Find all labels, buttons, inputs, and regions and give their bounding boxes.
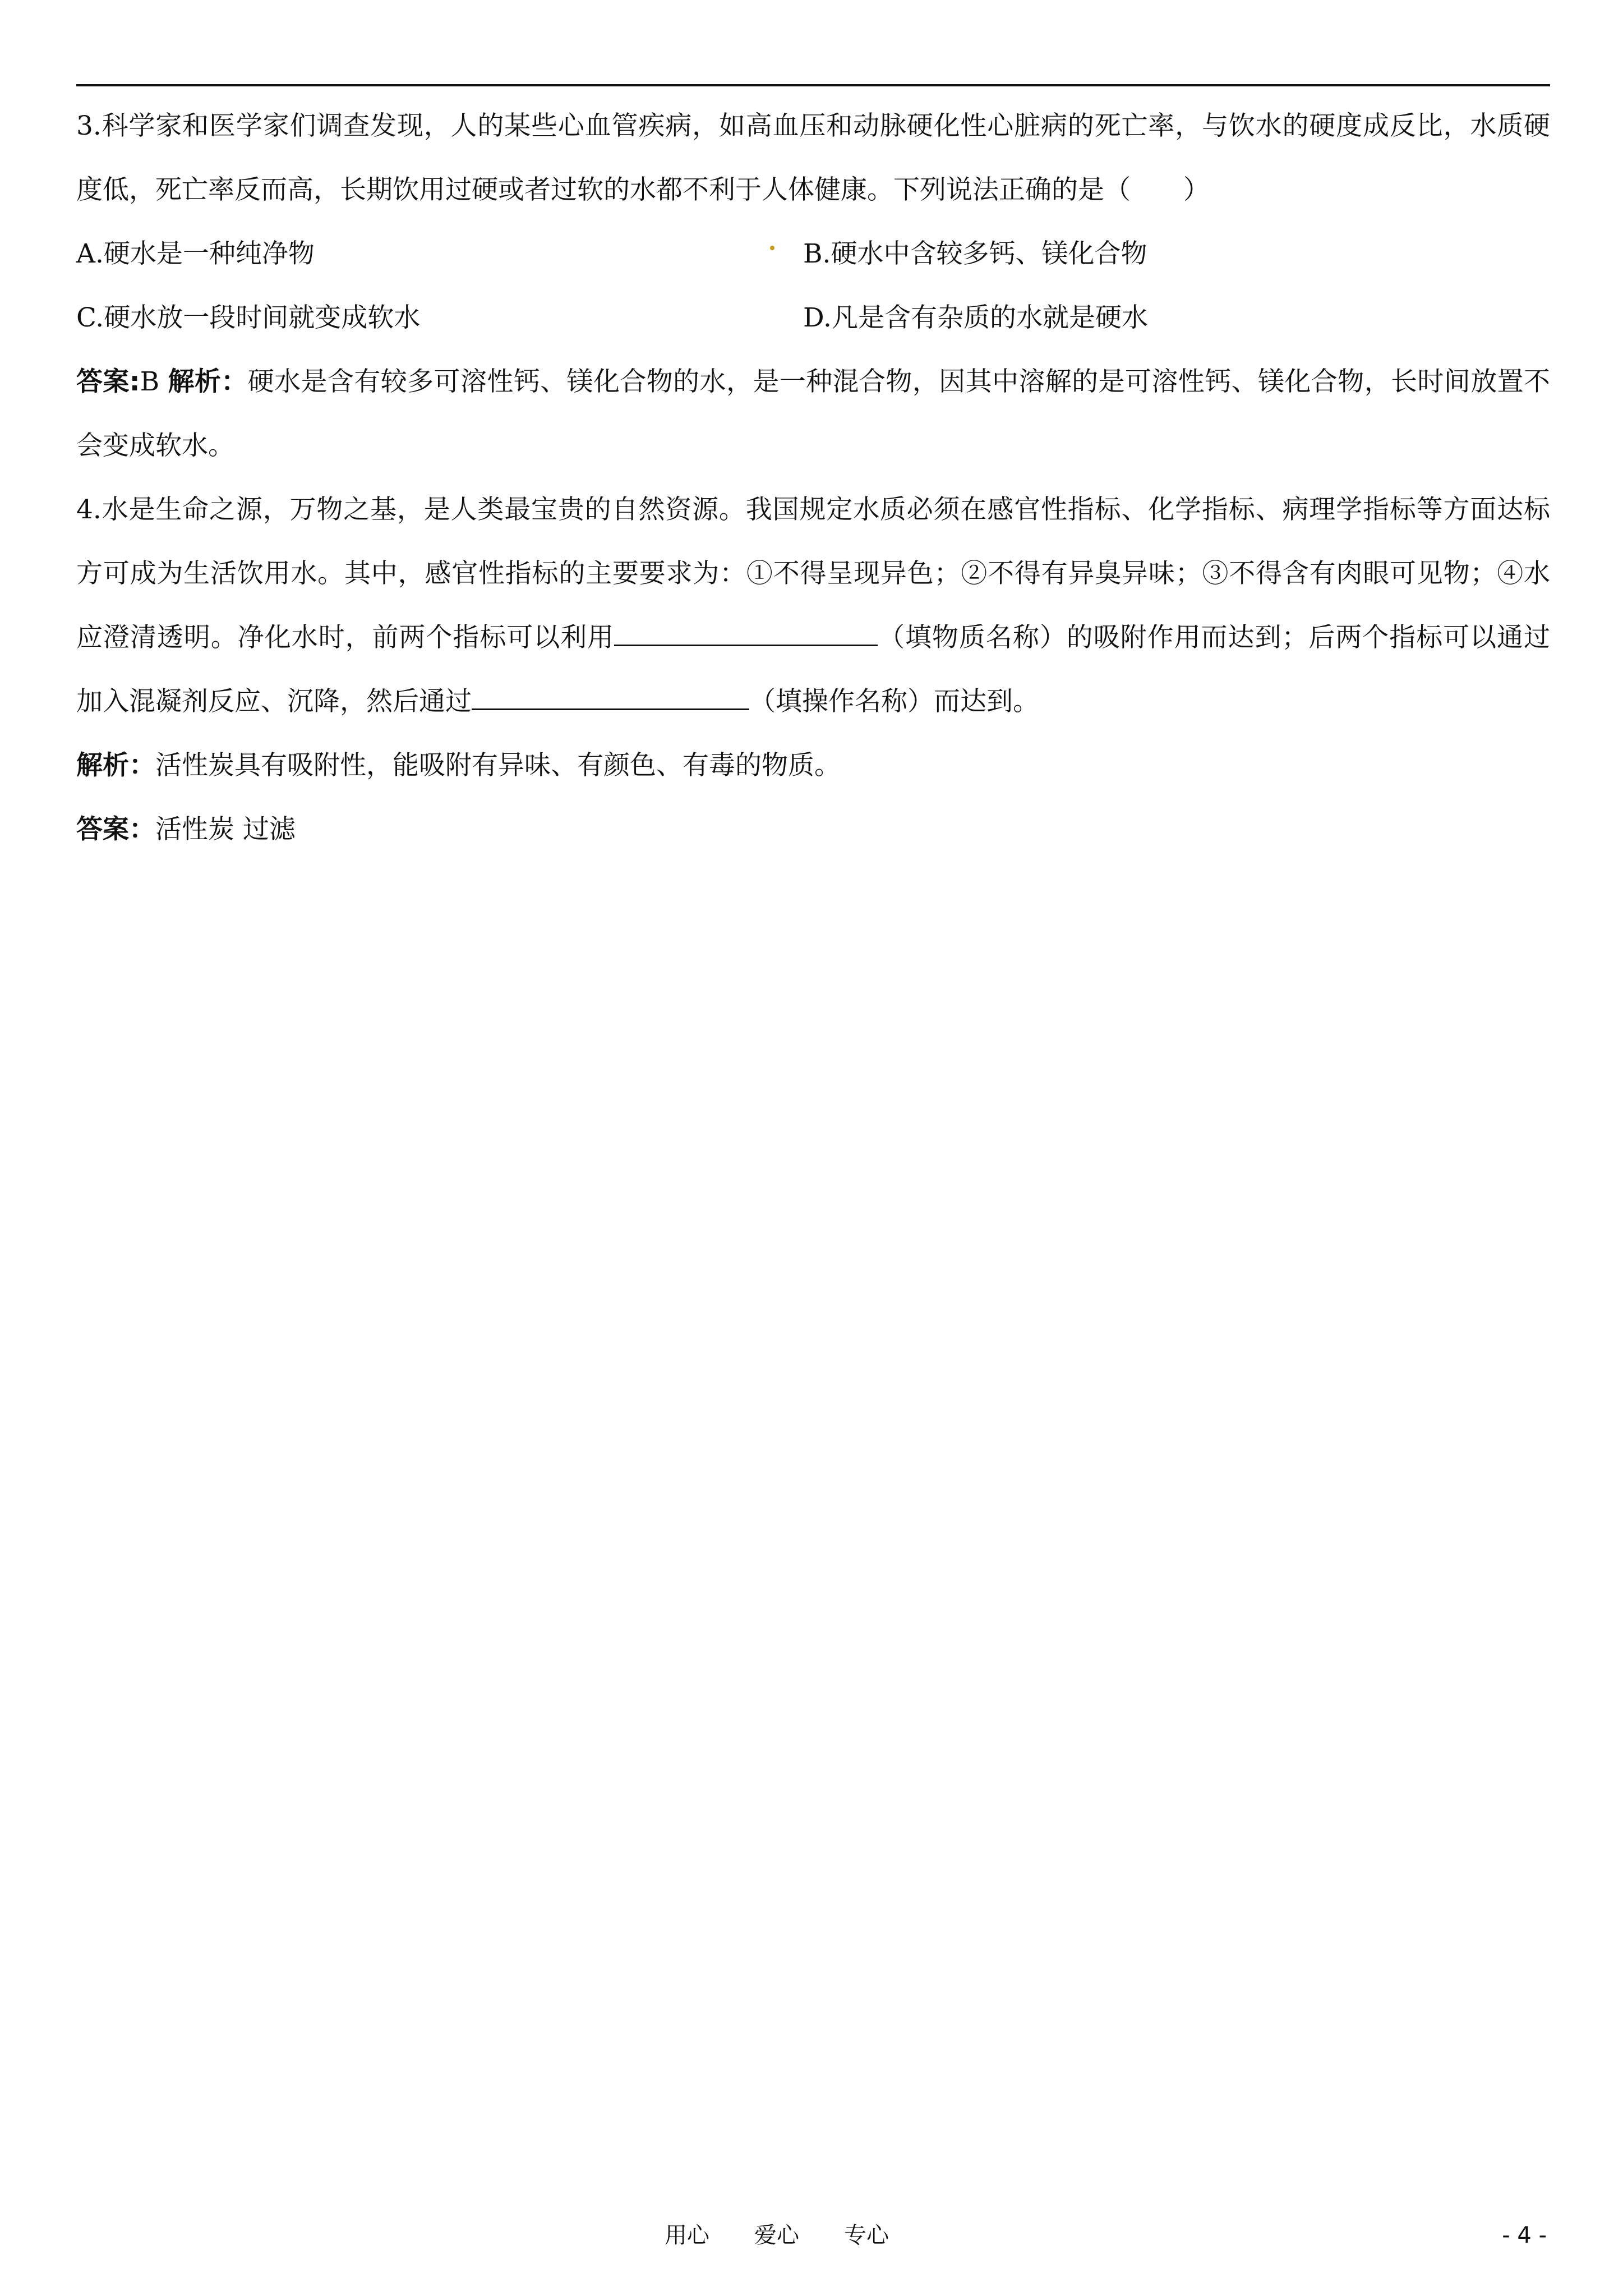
answer-value: 活性炭 过滤 (155, 814, 296, 845)
question-4-answer (76, 798, 1550, 862)
answer-label: 答案: (76, 366, 140, 397)
analysis-label: 解析： (76, 750, 155, 781)
question-4-stem-part-1: 4.水是生命之源，万物之基，是人类最宝贵的自然资源。我国规定水质必须在感官性指标、化学指标、病理学指标等方面达标方可成为生活饮用水。其中，感官性指标的主要要求为：①不得呈现异色；②不得有异臭异味；③不得含有肉眼可见物；④水应澄清透明。净化水时，前两个指标可以利用 (76, 494, 1550, 653)
spacer (727, 286, 803, 350)
document-body (76, 94, 1550, 862)
question-4-stem (76, 478, 1550, 734)
question-4-analysis (76, 734, 1550, 798)
header-rule (76, 84, 1550, 86)
question-3-stem: 3.科学家和医学家们调查发现，人的某些心血管疾病，如高血压和动脉硬化性心脏病的死亡率，与饮水的硬度成反比，水质硬度低，死亡率反而高，长期饮用过硬或者过软的水都不利于人体健康。下列说法正确的是（ ） (76, 111, 1550, 205)
question-3-options-row-1 (76, 222, 1550, 286)
question-4-stem-part-3: （填操作名称）而达到。 (749, 686, 1039, 717)
page-number: - 4 - (1502, 2223, 1547, 2248)
fill-blank-2[interactable] (472, 686, 749, 710)
analysis-text: 活性炭具有吸附性，能吸附有异味、有颜色、有毒的物质。 (155, 750, 841, 781)
analysis-label: 解析： (168, 366, 248, 397)
option-a: A.硬水是一种纯净物 (76, 238, 315, 269)
question-3-options-row-2 (76, 286, 1550, 350)
analysis-text: 硬水是含有较多可溶性钙、镁化合物的水，是一种混合物，因其中溶解的是可溶性钙、镁化合物，长时间放置不会变成软水。 (76, 366, 1551, 461)
answer-label: 答案： (76, 814, 155, 845)
option-c: C.硬水放一段时间就变成软水 (76, 302, 421, 333)
question-4-stem-part-2: （填物质名称）的吸附作用而达到；后两个指标可以通过加入混凝剂反应、沉降，然后通过 (76, 622, 1551, 717)
question-3-answer (76, 350, 1550, 478)
option-b: B.硬水中含较多钙、镁化合物 (803, 238, 1147, 269)
answer-value: B (140, 366, 160, 397)
fill-blank-1[interactable] (614, 622, 878, 646)
decorative-dot (727, 222, 803, 286)
footer-slogan: 用心 爱心 专心 (665, 2223, 889, 2248)
option-d: D.凡是含有杂质的水就是硬水 (803, 302, 1148, 333)
